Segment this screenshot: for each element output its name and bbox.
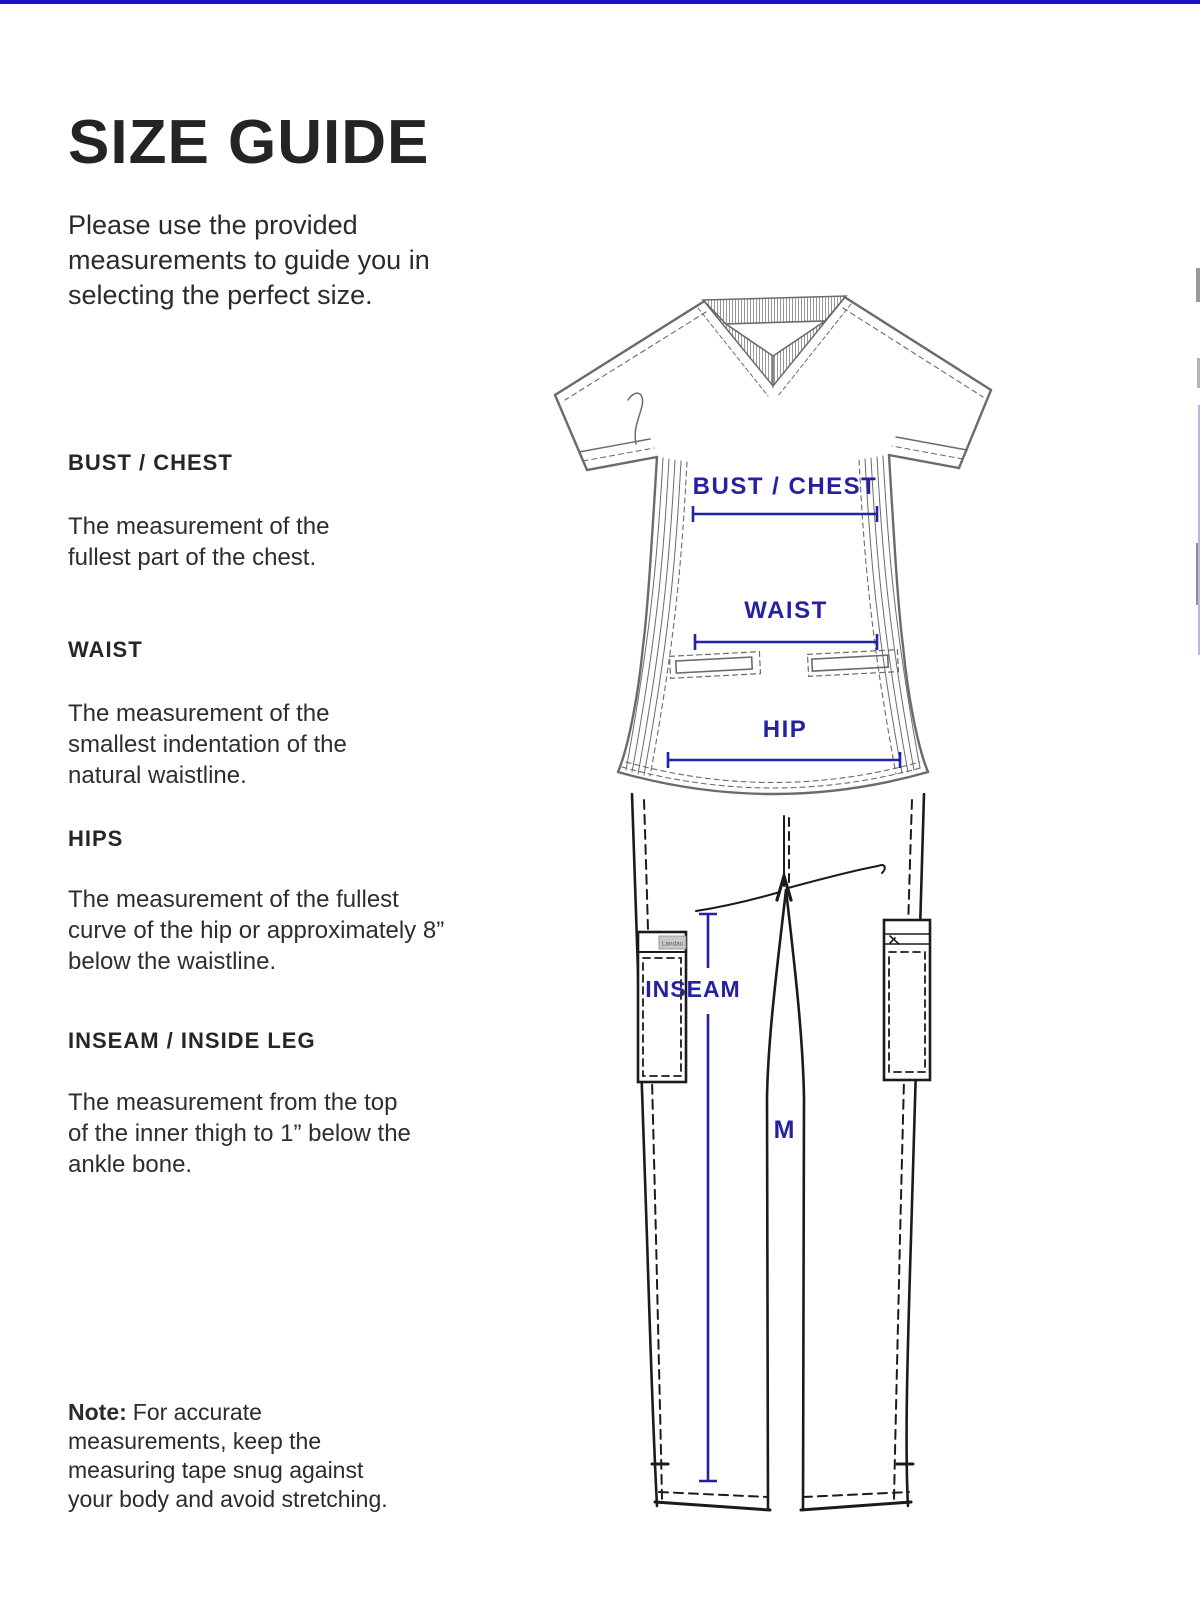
section-body-bust: The measurement of the fullest part of the chest.: [68, 513, 330, 571]
section-body-hips: The measurement of the fullest curve of the hip or approximately 8” below the waistline.: [68, 886, 445, 975]
hip-label: HIP: [762, 716, 808, 743]
section-heading-waist: WAIST: [68, 637, 143, 662]
page-title: SIZE GUIDE: [68, 107, 430, 177]
inseam-label: INSEAM: [645, 976, 741, 1002]
section-body-waist: The measurement of the smallest indentation of the natural waistline.: [68, 700, 347, 789]
note-text: [68, 1398, 403, 1514]
scrub-set-diagram: [540, 278, 1020, 1538]
section-heading-bust: BUST / CHEST: [68, 450, 233, 475]
section-heading-hips: HIPS: [68, 826, 124, 851]
section-heading-inseam: INSEAM / INSIDE LEG: [68, 1028, 316, 1053]
intro-text: Please use the provided measurements to guide you in selecting the perfect size.: [68, 210, 430, 310]
v-neck-collar: [698, 296, 851, 396]
bust-label: BUST / CHEST: [692, 473, 878, 500]
size-letter-label: M: [773, 1116, 795, 1144]
page-edge-artifact: [1196, 268, 1200, 302]
right-cargo-pocket: [884, 920, 930, 1080]
top-accent-border: [0, 0, 1200, 4]
section-body-inseam: The measurement from the top of the inner thigh to 1” below the ankle bone.: [68, 1089, 411, 1178]
scrub-pants-drawing: [632, 794, 930, 1510]
left-cargo-pocket: [638, 932, 686, 1082]
pocket-brand-tag: Landau: [661, 940, 684, 948]
waist-label: WAIST: [744, 597, 828, 624]
note-body: For accurate measurements, keep the measuring tape snug against your body and avoid stretching.: [68, 1399, 388, 1512]
note-label: Note:: [68, 1399, 127, 1425]
